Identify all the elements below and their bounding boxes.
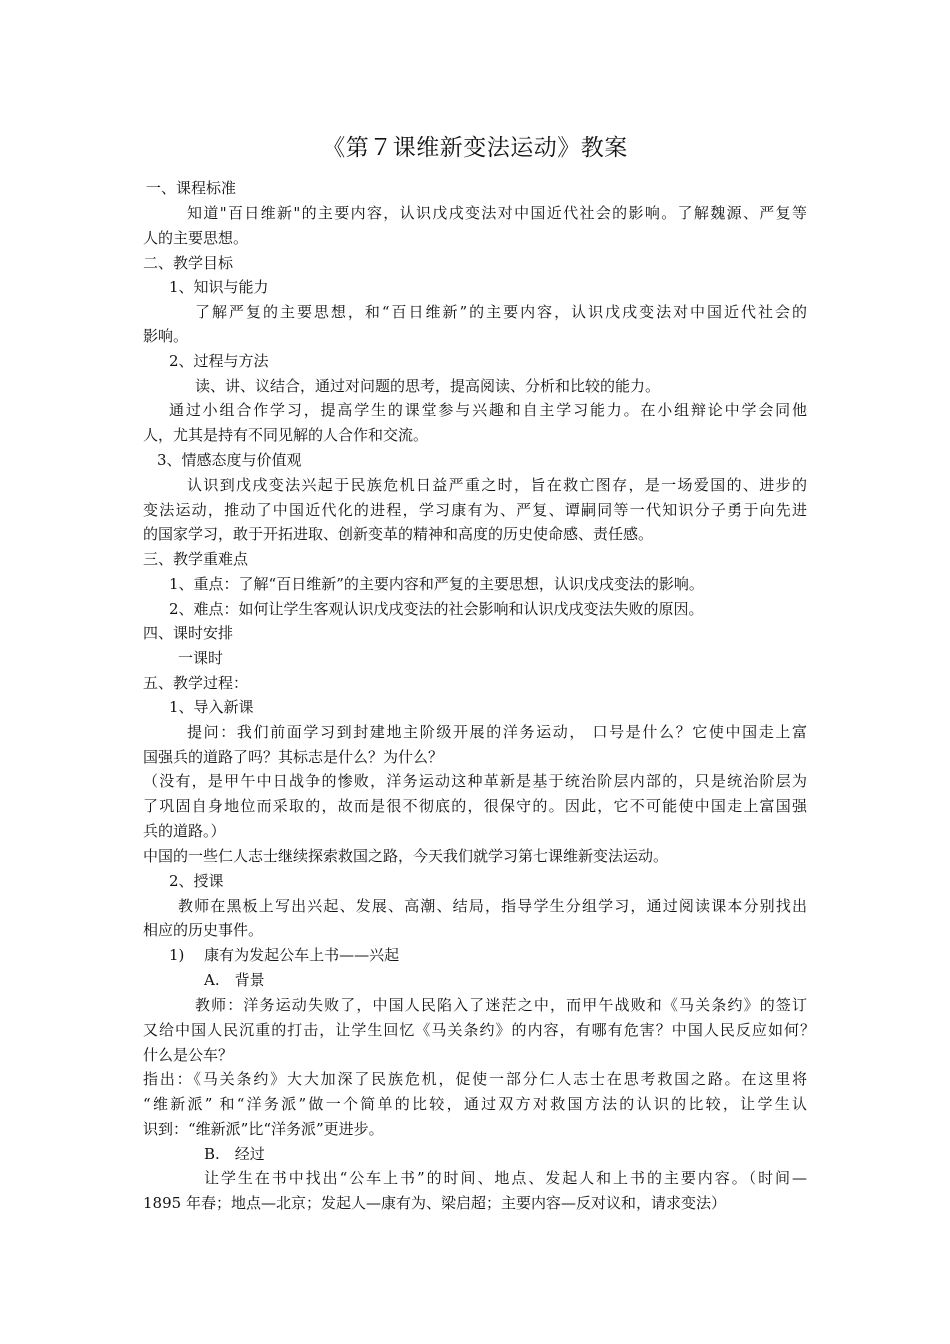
paragraph-line: 一课时 — [178, 649, 224, 667]
paragraph-line: 通过小组合作学习，提高学生的课堂参与兴趣和自主学习能力。在小组辩论中学会同他 — [169, 401, 807, 419]
paragraph-line: 2、难点：如何让学生客观认识戊戌变法的社会影响和认识戊戌变法失败的原因。 — [169, 600, 704, 618]
paragraph-line: （没有，是甲午中日战争的惨败，洋务运动这种革新是基于统治阶层内部的，只是统治阶层为 — [143, 772, 807, 790]
paragraph-line: 教师：洋务运动失败了，中国人民陷入了迷茫之中，而甲午战败和《马关条约》的签订 — [195, 996, 807, 1014]
list-subheading: A. 背景 — [204, 971, 265, 989]
paragraph-line: 教师在黑板上写出兴起、发展、高潮、结局，指导学生分组学习，通过阅读课本分别找出 — [178, 897, 807, 915]
subsection-heading: 3、情感态度与价值观 — [157, 451, 302, 469]
paragraph-line: 变法运动，推动了中国近代化的进程，学习康有为、严复、谭嗣同等一代知识分子勇于向先进 — [143, 501, 807, 519]
paragraph-line: 兵的道路。） — [143, 822, 226, 840]
paragraph-line: 中国的一些仁人志士继续探索救国之路，今天我们就学习第七课维新变法运动。 — [143, 847, 669, 865]
section-heading: 四、课时安排 — [143, 624, 234, 642]
paragraph-line: 什么是公车？ — [143, 1046, 234, 1064]
paragraph-line: 影响。 — [143, 327, 189, 345]
subsection-heading: 2、授课 — [169, 872, 224, 890]
paragraph-line: 让学生在书中找出“公车上书”的时间、地点、发起人和上书的主要内容。（时间— — [204, 1169, 807, 1187]
paragraph-line: 识到：“维新派”比“洋务派”更进步。 — [143, 1120, 384, 1138]
paragraph-line: 提问：我们前面学习到封建地主阶级开展的洋务运动， 口号是什么？它使中国走上富 — [187, 723, 807, 741]
list-subheading: B. 经过 — [204, 1145, 265, 1163]
subsection-heading: 2、过程与方法 — [169, 352, 269, 370]
paragraph-line: 指出：《马关条约》大大加深了民族危机，促使一部分仁人志士在思考救国之路。在这里将 — [143, 1070, 807, 1088]
page-title: 《第７课维新变法运动》教案 — [322, 135, 628, 161]
paragraph-line: 国强兵的道路了吗？其标志是什么？为什么？ — [143, 748, 444, 766]
paragraph-line: 认识到戊戌变法兴起于民族危机日益严重之时，旨在救亡图存，是一场爱国的、进步的 — [187, 476, 807, 494]
paragraph-line: 相应的历史事件。 — [143, 921, 264, 939]
paragraph-line: 知道"百日维新"的主要内容，认识戊戌变法对中国近代社会的影响。了解魏源、严复等 — [187, 204, 807, 222]
paragraph-line: “维新派” 和“洋务派”做一个简单的比较，通过双方对救国方法的认识的比较，让学生认 — [143, 1095, 807, 1113]
section-heading: 二、教学目标 — [143, 254, 234, 272]
subsection-heading: 1、知识与能力 — [169, 278, 269, 296]
list-item-heading: 1) 康有为发起公车上书——兴起 — [169, 946, 400, 964]
paragraph-line: 又给中国人民沉重的打击，让学生回忆《马关条约》的内容，有哪有危害？中国人民反应如何？ — [143, 1021, 815, 1039]
subsection-heading: 1、导入新课 — [169, 698, 254, 716]
section-heading: 三、教学重难点 — [143, 550, 249, 568]
section-heading: 一、课程标准 — [146, 179, 237, 197]
paragraph-line: 1895 年春；地点—北京；发起人—康有为、梁启超；主要内容—反对议和，请求变法） — [143, 1194, 726, 1212]
paragraph-line: 读、讲、议结合，通过对问题的思考，提高阅读、分析和比较的能力。 — [195, 377, 661, 395]
paragraph-line: 了巩固自身地位而采取的，故而是很不彻底的，很保守的。因此，它不可能使中国走上富国强 — [143, 797, 807, 815]
paragraph-line: 了解严复的主要思想，和“百日维新”的主要内容，认识戊戌变法对中国近代社会的 — [195, 303, 807, 321]
paragraph-line: 人的主要思想。 — [143, 229, 249, 247]
paragraph-line: 的国家学习，敢于开拓进取、创新变革的精神和高度的历史使命感、责任感。 — [143, 525, 654, 543]
section-heading: 五、教学过程： — [143, 674, 249, 692]
paragraph-line: 人，尤其是持有不同见解的人合作和交流。 — [143, 426, 429, 444]
paragraph-line: 1、重点：了解“百日维新”的主要内容和严复的主要思想，认识戊戌变法的影响。 — [169, 575, 704, 593]
